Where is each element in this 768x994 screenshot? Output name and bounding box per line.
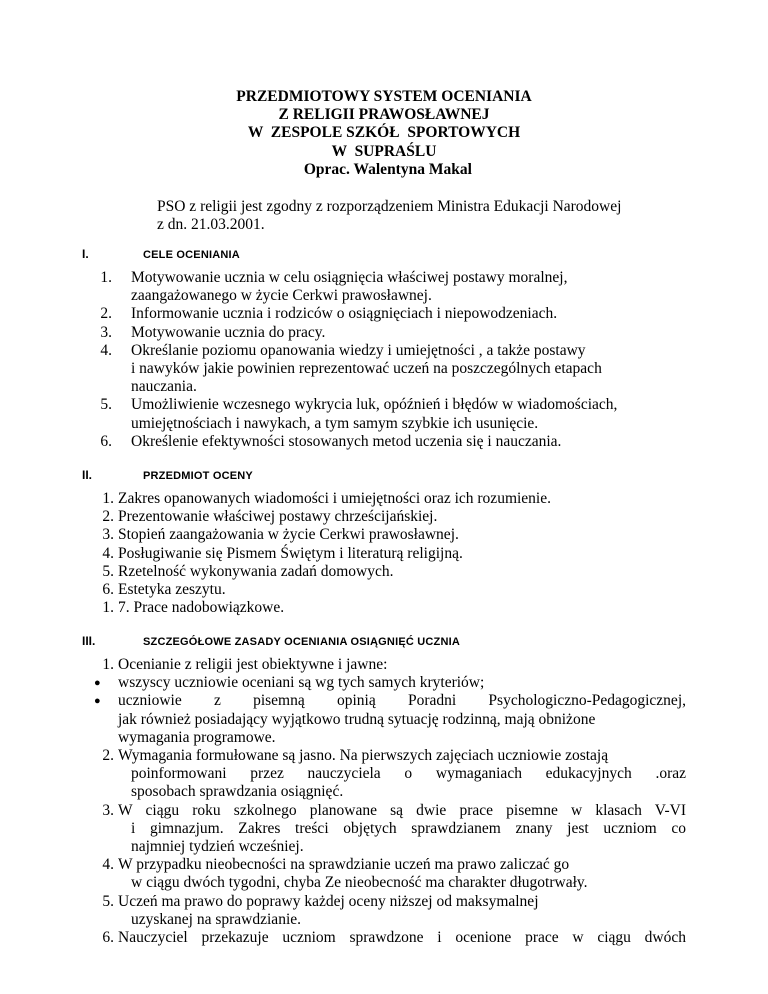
title-line: W SUPRAŚLU	[331, 142, 437, 160]
list-item-number: 1.	[100, 269, 112, 286]
list-item-text: Motywowanie ucznia w celu osiągnięcia właściwej postawy moralnej,	[131, 269, 568, 286]
list-item-text: Umożliwienie wczesnego wykrycia luk, opóźnień i błędów w wiadomościach,	[131, 396, 618, 414]
list-item-text: Estetyka zeszytu.	[118, 581, 226, 598]
list-item-text: wymagania programowe.	[118, 728, 276, 746]
list-item-number: 3.	[100, 323, 112, 341]
title-line-author: Oprac. Walentyna Makal	[296, 160, 472, 178]
list-item-text: Informowanie ucznia i rodziców o osiągnięciach i niepowodzeniach.	[131, 305, 558, 323]
list-item-number: 4.	[100, 341, 112, 359]
list-item-text: Posługiwanie się Pismem Świętym i literaturą religijną.	[118, 544, 463, 562]
title-line: PRZEDMIOTOWY SYSTEM OCENIANIA	[236, 88, 532, 105]
list-item-number: 4.	[102, 856, 114, 874]
list-item-number: 2.	[100, 305, 112, 323]
list-item-text: poinformowani przez nauczyciela o wymaganiach edukacyjnych .oraz	[131, 765, 686, 783]
list-item-number: 3.	[102, 526, 114, 544]
intro-line: z dn. 21.03.2001.	[157, 216, 265, 234]
list-item-number: 4.	[102, 544, 114, 562]
intro-line: PSO z religii jest zgodny z rozporządzeniem Ministra Edukacji Narodowej	[157, 198, 622, 215]
list-item-text: Uczeń ma prawo do poprawy każdej oceny niższej od maksymalnej	[118, 892, 539, 910]
list-item-number: 5.	[100, 396, 112, 414]
list-item-text: Określanie poziomu opanowania wiedzy i umiejętności , a także postawy	[131, 341, 586, 359]
list-item-text: umiejętnościach i nawykach, a tym samym szybkie ich usunięcie.	[131, 414, 539, 432]
list-item-text: zaangażowanego w życie Cerkwi prawosławnej.	[131, 287, 432, 305]
list-item-text: i gimnazjum. Zakres treści objętych sprawdzianem znany jest uczniom co	[131, 819, 686, 837]
list-item-text: Rzetelność wykonywania zadań domowych.	[118, 562, 394, 580]
list-item-text: w ciągu dwóch tygodni, chyba Ze nieobecność ma charakter długotrwały.	[131, 874, 588, 892]
list-item-number: 6.	[100, 432, 112, 450]
list-item-number: 5.	[102, 562, 114, 580]
list-item-number: 6.	[102, 581, 114, 598]
section-2-heading: PRZEDMIOT OCENY	[143, 470, 253, 482]
list-item-number: 2.	[102, 747, 114, 764]
document-title	[0, 88, 768, 179]
list-item-text: Określenie efektywności stosowanych metod uczenia się i nauczania.	[131, 432, 562, 450]
list-item-number: 1.	[102, 490, 114, 507]
list-item-text: jak również posiadający wyjątkowo trudną sytuację rodzinną, mają obniżone	[118, 710, 596, 728]
list-item-text: Wymagania formułowane są jasno. Na pierwszych zajęciach uczniowie zostają	[118, 747, 609, 764]
bullet-icon: ●	[94, 695, 101, 708]
list-item-text: W ciągu roku szkolnego planowane są dwie prace pisemne w klasach V-VI	[118, 801, 686, 819]
list-item-text: Zakres opanowanych wiadomości i umiejętności oraz ich rozumienie.	[118, 490, 551, 507]
list-item-text: najmniej tydzień wcześniej.	[131, 837, 304, 855]
list-item-text: uzyskanej na sprawdzianie.	[131, 910, 302, 928]
list-item-number: 1.	[102, 599, 114, 617]
list-item-text: nauczania.	[131, 378, 197, 396]
list-item-text: Stopień zaangażowania w życie Cerkwi prawosławnej.	[118, 526, 459, 544]
bullet-icon: ●	[94, 677, 101, 690]
list-item-number: 5.	[102, 892, 114, 910]
list-item-text: Prezentowanie właściwej postawy chrześcijańskiej.	[118, 508, 438, 526]
list-item-text: Motywowanie ucznia do pracy.	[131, 323, 326, 341]
list-item-number: 6.	[102, 929, 114, 946]
section-2-number: II.	[82, 468, 93, 482]
section-3-number: III.	[82, 634, 96, 648]
title-line: Z RELIGII PRAWOSŁAWNEJ	[278, 106, 490, 124]
section-3-heading: SZCZEGÓŁOWE ZASADY OCENIANIA OSIĄGNIĘĆ UCZNIA	[143, 636, 461, 648]
section-1-number: I.	[82, 247, 89, 261]
list-item-text: uczniowie z pisemną opinią Poradni Psychologiczno-Pedagogicznej,	[118, 692, 686, 710]
list-item-text: wszyscy uczniowie oceniani są wg tych samych kryteriów;	[118, 674, 485, 692]
list-item-number: 2.	[102, 508, 114, 526]
list-item-number: 1.	[102, 656, 114, 673]
list-item-text: Ocenianie z religii jest obiektywne i jawne:	[118, 656, 388, 673]
list-item-text: sposobach sprawdzania osiągnięć.	[131, 783, 344, 801]
list-item-text: Nauczyciel przekazuje uczniom sprawdzone i ocenione prace w ciągu dwóch	[118, 929, 686, 946]
list-item-number: 3.	[102, 801, 114, 819]
list-item-text: 7. Prace nadobowiązkowe.	[118, 599, 285, 617]
section-1-heading: CELE OCENIANIA	[143, 249, 240, 261]
intro-paragraph	[157, 198, 697, 234]
list-item-text: i nawyków jakie powinien reprezentować uczeń na poszczególnych etapach	[131, 359, 602, 377]
title-line: W ZESPOLE SZKÓŁ SPORTOWYCH	[247, 124, 521, 142]
list-item-text: W przypadku nieobecności na sprawdzianie uczeń ma prawo zaliczać go	[118, 856, 570, 874]
